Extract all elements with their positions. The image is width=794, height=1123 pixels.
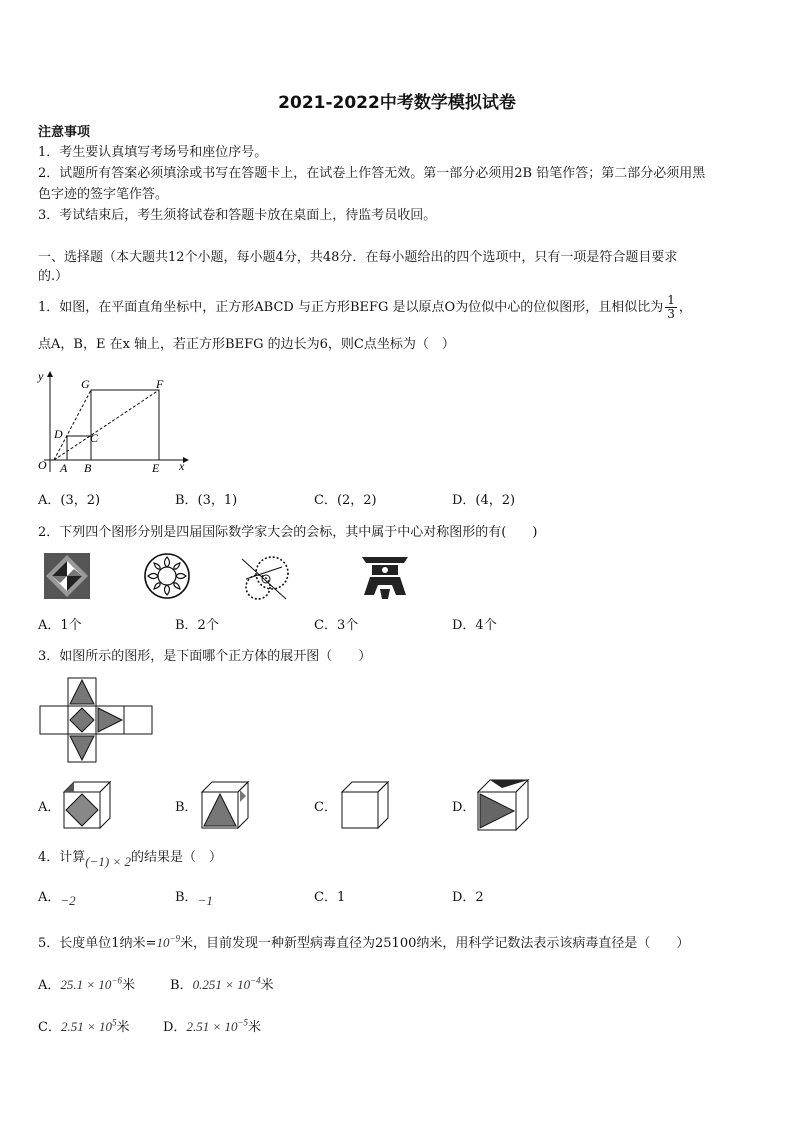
q5-unit-value: [156, 935, 180, 950]
notice-item: 2．试题所有答案必须填涂或书写在答题卡上，在试卷上作答无效。第一部分必须用2B 铅笔作答；第二部分必须用黑: [38, 166, 706, 181]
question-1-comma: ，: [678, 300, 692, 315]
q3-option-c[interactable]: C．: [314, 800, 337, 815]
notice-item: 3．考试结束后，考生须将试卷和答题卡放在桌面上，待监考员收回。: [38, 208, 437, 223]
q2-option-c[interactable]: C．3个: [314, 618, 359, 633]
congress-logo-2: [142, 551, 192, 601]
q5-option-d-unit: 米: [248, 1020, 262, 1035]
q1-option-d[interactable]: D．(4，2): [452, 493, 516, 508]
point-label-f: F: [156, 377, 164, 391]
q1-option-b[interactable]: B．(3，1): [175, 493, 238, 508]
congress-logo-1: [42, 551, 92, 601]
q4-expression: (−1) × 2: [85, 854, 131, 869]
q3-option-b[interactable]: B．: [175, 800, 198, 815]
question-1-text: [38, 294, 692, 321]
q4-option-b[interactable]: [175, 886, 213, 908]
point-label-e: E: [152, 461, 160, 475]
point-label-o: O: [38, 458, 47, 472]
q3-option-a[interactable]: A．: [38, 800, 61, 815]
q5-option-c-unit: 米: [116, 1020, 130, 1035]
question-3-text: 3．如图所示的图形，是下面哪个正方体的展开图（ ）: [38, 649, 372, 664]
point-label-d: D: [54, 427, 63, 441]
cube-option-b-figure[interactable]: [200, 780, 250, 830]
point-label-a: A: [60, 461, 68, 475]
notice-item: 1．考生要认真填写考场号和座位序号。: [38, 145, 268, 160]
q5-option-d-exponent: −5: [237, 1017, 249, 1028]
q1-option-c[interactable]: C．(2，2): [314, 493, 377, 508]
question-4-text: [38, 846, 222, 869]
q5-option-a-unit: 米: [122, 978, 136, 993]
point-label-g: G: [81, 377, 90, 391]
q2-option-a[interactable]: A．1个: [38, 618, 82, 633]
q5-option-d-label: D．: [163, 1020, 187, 1035]
q5-option-d-mantissa: 2.51 × 10: [186, 1019, 238, 1034]
q4-option-c[interactable]: C．1: [314, 890, 346, 905]
fraction-denominator: 3: [667, 307, 675, 321]
cube-option-c-figure[interactable]: [340, 780, 390, 830]
question-1-text-cont: 点A，B，E 在x 轴上，若正方形BEFG 的边长为6，则C点坐标为（ ）: [38, 337, 455, 352]
fraction-numerator: 1: [667, 293, 675, 307]
q5-unit-base: 10: [156, 935, 170, 950]
q2-option-d[interactable]: D．4个: [452, 618, 497, 633]
notice-heading: 注意事项: [38, 125, 91, 140]
q4-option-d[interactable]: D．2: [452, 890, 484, 905]
q1-option-a[interactable]: A．(3，2): [38, 493, 101, 508]
q2-option-b[interactable]: B．2个: [175, 618, 219, 633]
q5-option-d[interactable]: [163, 1016, 261, 1035]
q5-option-a-exponent: −6: [111, 975, 122, 986]
dashed-line-og: [54, 390, 91, 460]
question-5-text: [38, 932, 689, 951]
q4-option-b-label: B．: [175, 890, 198, 905]
q5-option-c-label: C．: [38, 1020, 61, 1035]
q5-option-b-mantissa: 0.251 × 10: [192, 977, 251, 992]
q4-option-a-expr: −2: [60, 893, 76, 908]
section-heading-cont: 的.）: [38, 269, 69, 284]
congress-logo-3: [236, 549, 292, 605]
q5-option-b[interactable]: [170, 974, 274, 993]
q4-option-a[interactable]: [38, 886, 76, 908]
q5-option-c-mantissa: 2.51 × 10: [60, 1019, 112, 1034]
q5-unit-exponent: −9: [169, 933, 181, 944]
q4-option-b-expr: −1: [197, 893, 213, 908]
congress-logo-4: [356, 549, 414, 603]
q5-option-a-mantissa: 25.1 × 10: [60, 977, 112, 992]
square-bcfg: [91, 390, 159, 460]
ratio-fraction: [665, 294, 677, 321]
q5-option-b-unit: 米: [260, 978, 274, 993]
question-4-tail: 的结果是（ ）: [130, 850, 222, 865]
cube-net-figure: [38, 676, 158, 766]
q1-coordinate-figure: [34, 366, 194, 476]
q5-option-c-exponent: 5: [111, 1017, 117, 1028]
notice-item: 色字迹的签字笔作答。: [38, 187, 169, 202]
point-label-b: B: [84, 461, 92, 475]
q5-option-b-exponent: −4: [250, 975, 261, 986]
question-2-text: 2．下列四个图形分别是四届国际数学家大会的会标，其中属于中心对称图形的有( ): [38, 525, 538, 540]
axis-label-x: x: [179, 459, 185, 473]
square-abcd: [67, 436, 91, 460]
question-5-stem: 5．长度单位1纳米=: [38, 936, 157, 951]
cube-option-d-figure[interactable]: [476, 778, 530, 832]
axis-label-y: y: [38, 369, 44, 383]
point-label-c: C: [90, 431, 99, 445]
cube-option-a-figure[interactable]: [62, 780, 112, 830]
question-1-stem: 1．如图，在平面直角坐标中，正方形ABCD 与正方形BEFG 是以原点O为位似中心的位似图形，且相似比为: [38, 300, 664, 315]
q4-option-a-label: A．: [38, 890, 61, 905]
q3-option-d[interactable]: D．: [452, 800, 476, 815]
question-4-stem: 4．计算: [38, 850, 86, 865]
q5-option-c[interactable]: [38, 1016, 130, 1035]
question-5-tail: 米，目前发现一种新型病毒直径为25100纳米，用科学记数法表示该病毒直径是（ ）: [180, 936, 690, 951]
page-title: 2021-2022中考数学模拟试卷: [278, 93, 516, 113]
q5-option-b-label: B．: [170, 978, 193, 993]
section-heading: 一、选择题（本大题共12个小题，每小题4分，共48分．在每小题给出的四个选项中，只有一项是符合题目要求: [38, 250, 678, 265]
q5-option-a[interactable]: [38, 974, 135, 993]
dashed-line-of: [54, 390, 159, 460]
q5-option-a-label: A．: [38, 978, 61, 993]
